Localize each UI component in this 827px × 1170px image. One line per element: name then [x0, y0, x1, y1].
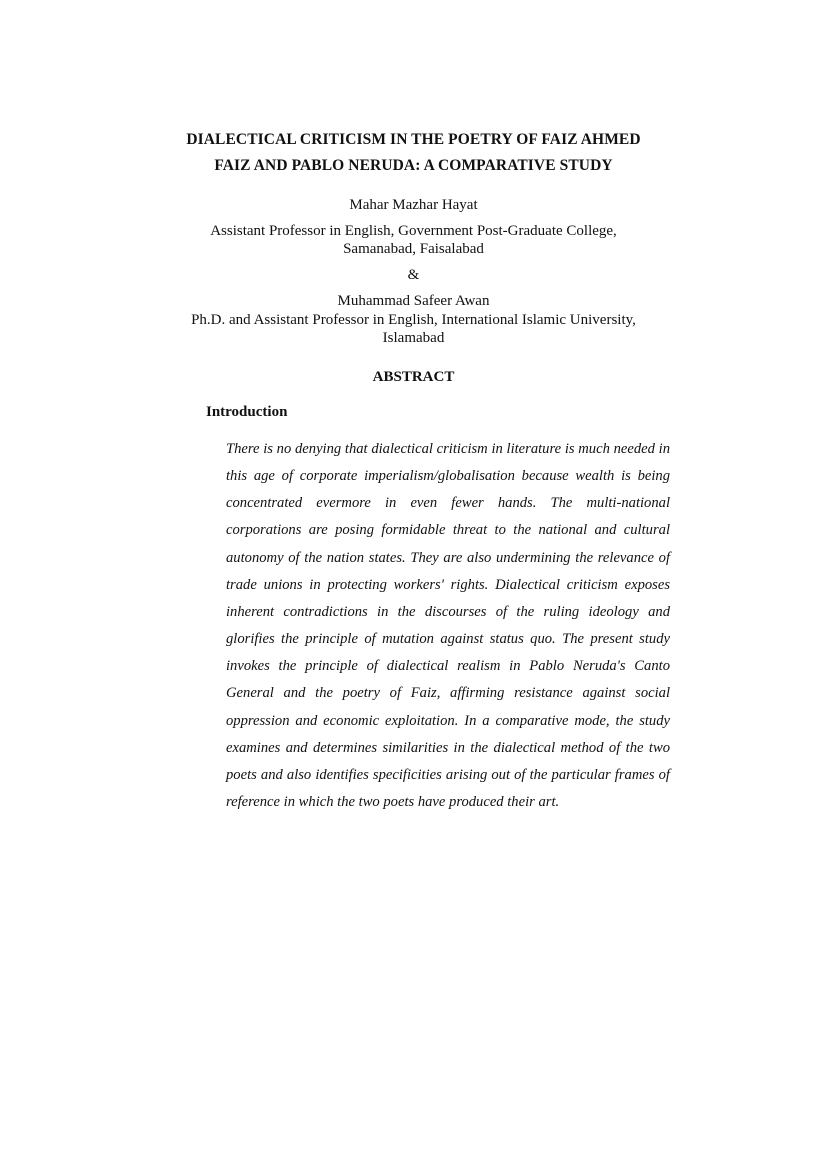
title-line-2: FAIZ AND PABLO NERUDA: A COMPARATIVE STUDY [214, 157, 613, 174]
section-heading-introduction: Introduction [206, 404, 288, 420]
author-separator: & [407, 267, 420, 283]
abstract-text: There is no denying that dialectical criticism in literature is much needed in this age of corporate imperialism/globalisation because wealth is being concentrated evermore in even fewer hands. The multi-national corporations are posing formidable threat to the national and cultural autonomy of the nation states. They are also undermining the relevance of trade unions in protecting workers' rights. Dialectical criticism exposes inherent contradictions in the discourses of the ruling ideology and glorifies the principle of mutation against status quo. The present study invokes the principle of dialectical realism in Pablo Neruda's Canto General and the poetry of Faiz, affirming resistance against social oppression and economic exploitation. In a comparative mode, the study examines and determines similarities in the dialectical method of the two poets and also identifies specificities arising out of the particular frames of reference in which the two poets have produced their art. [226, 441, 670, 811]
author-2-affiliation-line-2: Islamabad [382, 330, 445, 346]
abstract-heading: ABSTRACT [372, 369, 455, 385]
author-2-name: Muhammad Safeer Awan [337, 293, 490, 309]
author-1-affiliation-line-1: Assistant Professor in English, Government Post-Graduate College, [210, 223, 617, 239]
title-line-1: DIALECTICAL CRITICISM IN THE POETRY OF FAIZ AHMED [186, 131, 641, 148]
author-2-affiliation-line-1: Ph.D. and Assistant Professor in English, International Islamic University, [191, 312, 636, 328]
paper-title [150, 127, 677, 179]
author-1-name: Mahar Mazhar Hayat [349, 197, 478, 213]
author-1-affiliation-line-2: Samanabad, Faisalabad [343, 241, 484, 257]
